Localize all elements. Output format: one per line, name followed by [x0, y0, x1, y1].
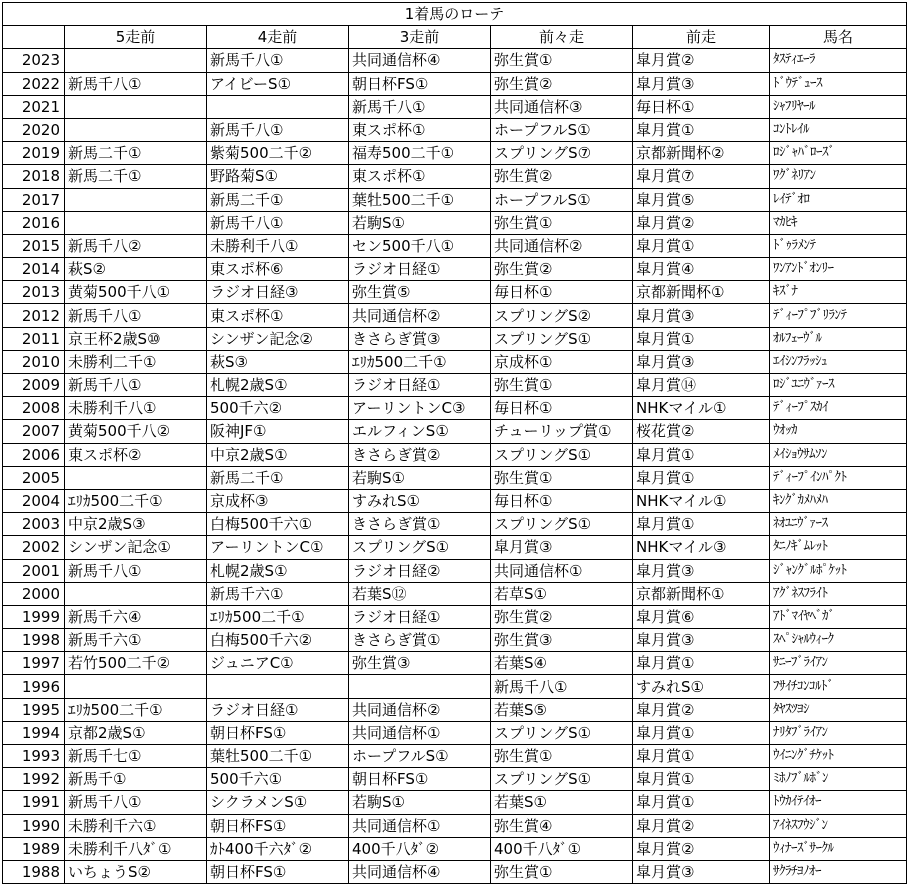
race-1-cell: 皐月賞①	[633, 234, 770, 257]
race-5-cell: 未勝利千八①	[65, 397, 207, 420]
horse-name-cell: ﾜｸﾞﾈﾘｱﾝ	[770, 165, 907, 188]
race-2-cell: 若草S①	[491, 582, 633, 605]
table-row	[3, 72, 907, 95]
race-4-cell: アーリントンC①	[207, 536, 349, 559]
race-4-cell: ｶﾄ400千六ﾀﾞ②	[207, 837, 349, 860]
race-2-cell: スプリングS①	[491, 443, 633, 466]
horse-name-cell: ｼﾞｬﾝｸﾞﾙﾎﾟｹｯﾄ	[770, 559, 907, 582]
race-4-cell: 萩S③	[207, 350, 349, 373]
race-4-cell: 新馬二千①	[207, 188, 349, 211]
year-cell: 2016	[3, 211, 65, 234]
race-5-cell: ｴﾘｶ500二千①	[65, 698, 207, 721]
table-row	[3, 860, 907, 883]
race-5-cell	[65, 582, 207, 605]
year-cell: 2003	[3, 513, 65, 536]
race-4-cell: ラジオ日経①	[207, 698, 349, 721]
race-4-cell	[207, 675, 349, 698]
race-3-cell: 共同通信杯②	[349, 698, 491, 721]
table-row	[3, 234, 907, 257]
race-1-cell: 皐月賞①	[633, 745, 770, 768]
race-3-cell: 若駒S①	[349, 211, 491, 234]
race-5-cell: 新馬千八①	[65, 304, 207, 327]
race-3-cell: 東スポ杯①	[349, 165, 491, 188]
race-4-cell: 京成杯③	[207, 489, 349, 512]
race-5-cell: 黄菊500千八②	[65, 420, 207, 443]
year-cell: 2017	[3, 188, 65, 211]
race-5-cell	[65, 118, 207, 141]
race-3-cell: ラジオ日経①	[349, 605, 491, 628]
horse-name-cell: ｵﾙﾌｪｰｳﾞﾙ	[770, 327, 907, 350]
race-5-cell: 新馬千八①	[65, 374, 207, 397]
race-1-cell: 皐月賞①	[633, 791, 770, 814]
table-row	[3, 350, 907, 373]
year-cell: 2019	[3, 142, 65, 165]
horse-name-cell: ｻｸﾗﾁﾖﾉｵｰ	[770, 860, 907, 883]
race-2-cell: 弥生賞②	[491, 605, 633, 628]
race-5-cell: 新馬千六④	[65, 605, 207, 628]
race-2-cell: 弥生賞①	[491, 745, 633, 768]
race-5-cell: 京王杯2歳S⑩	[65, 327, 207, 350]
race-2-cell: 毎日杯①	[491, 281, 633, 304]
year-cell: 2014	[3, 258, 65, 281]
race-2-cell: 弥生賞②	[491, 165, 633, 188]
year-cell: 2008	[3, 397, 65, 420]
header-5th-previous: 5走前	[65, 26, 207, 49]
year-cell: 1990	[3, 814, 65, 837]
horse-name-cell: ｴｲｼﾝﾌﾗｯｼｭ	[770, 350, 907, 373]
race-4-cell: ジュニアC①	[207, 652, 349, 675]
race-4-cell: シンザン記念②	[207, 327, 349, 350]
race-2-cell: 共同通信杯②	[491, 234, 633, 257]
race-4-cell: 新馬二千①	[207, 466, 349, 489]
race-2-cell: 弥生賞①	[491, 374, 633, 397]
race-4-cell: 中京2歳S①	[207, 443, 349, 466]
race-3-cell: 弥生賞⑤	[349, 281, 491, 304]
horse-name-cell: ﾌｻｲﾁｺﾝｺﾙﾄﾞ	[770, 675, 907, 698]
race-5-cell: 新馬千七①	[65, 745, 207, 768]
year-cell: 1991	[3, 791, 65, 814]
race-1-cell: 皐月賞③	[633, 304, 770, 327]
race-2-cell: 皐月賞③	[491, 536, 633, 559]
race-5-cell: 東スポ杯②	[65, 443, 207, 466]
race-5-cell: シンザン記念①	[65, 536, 207, 559]
horse-name-cell: ｳｲﾆﾝｸﾞﾁｹｯﾄ	[770, 745, 907, 768]
race-1-cell: 皐月賞③	[633, 72, 770, 95]
horse-name-cell: ﾄﾞｩﾗﾒﾝﾃ	[770, 234, 907, 257]
race-2-cell: ホープフルS①	[491, 188, 633, 211]
race-5-cell	[65, 188, 207, 211]
race-4-cell: 朝日杯FS①	[207, 860, 349, 883]
race-2-cell: 弥生賞②	[491, 72, 633, 95]
horse-name-cell: ｼｬﾌﾘﾔｰﾙ	[770, 95, 907, 118]
race-2-cell: 新馬千八①	[491, 675, 633, 698]
year-cell: 2001	[3, 559, 65, 582]
race-3-cell: 朝日杯FS①	[349, 768, 491, 791]
horse-name-cell: ﾐﾎﾉﾌﾞﾙﾎﾞﾝ	[770, 768, 907, 791]
year-cell: 2000	[3, 582, 65, 605]
horse-name-cell: ｱﾄﾞﾏｲﾔﾍﾞｶﾞ	[770, 605, 907, 628]
race-4-cell: アイビーS①	[207, 72, 349, 95]
race-2-cell: 400千八ﾀﾞ①	[491, 837, 633, 860]
race-2-cell: 弥生賞①	[491, 466, 633, 489]
race-3-cell: ｴﾘｶ500二千①	[349, 350, 491, 373]
table-row	[3, 605, 907, 628]
table-row	[3, 721, 907, 744]
horse-name-cell: ﾀｽﾃｨｴｰﾗ	[770, 49, 907, 72]
race-4-cell: 新馬千六①	[207, 582, 349, 605]
table-row	[3, 49, 907, 72]
year-cell: 1989	[3, 837, 65, 860]
race-3-cell: 弥生賞③	[349, 652, 491, 675]
race-3-cell: ラジオ日経①	[349, 258, 491, 281]
header-previous: 前走	[633, 26, 770, 49]
race-2-cell: 弥生賞①	[491, 49, 633, 72]
year-cell: 2011	[3, 327, 65, 350]
race-4-cell: ｴﾘｶ500二千①	[207, 605, 349, 628]
race-2-cell: 若葉S④	[491, 652, 633, 675]
race-1-cell: 皐月賞③	[633, 559, 770, 582]
horse-name-cell: ｷｽﾞﾅ	[770, 281, 907, 304]
race-5-cell: 黄菊500千八①	[65, 281, 207, 304]
table-row	[3, 559, 907, 582]
race-1-cell: 皐月賞③	[633, 629, 770, 652]
race-3-cell: 東スポ杯①	[349, 118, 491, 141]
year-cell: 2004	[3, 489, 65, 512]
horse-name-cell: ﾃﾞｨｰﾌﾟｲﾝﾊﾟｸﾄ	[770, 466, 907, 489]
race-3-cell: 朝日杯FS①	[349, 72, 491, 95]
race-3-cell	[349, 675, 491, 698]
race-1-cell: 皐月賞④	[633, 258, 770, 281]
year-cell: 2005	[3, 466, 65, 489]
race-2-cell: スプリングS①	[491, 768, 633, 791]
horse-name-cell: ｳｨﾅｰｽﾞｻｰｸﾙ	[770, 837, 907, 860]
race-3-cell: ホープフルS①	[349, 745, 491, 768]
race-2-cell: 共同通信杯①	[491, 559, 633, 582]
rotation-table	[2, 2, 907, 884]
table-row	[3, 281, 907, 304]
header-row	[3, 26, 907, 49]
race-1-cell: 皐月賞①	[633, 768, 770, 791]
race-2-cell: 弥生賞①	[491, 211, 633, 234]
horse-name-cell: ｽﾍﾟｼｬﾙｳｨｰｸ	[770, 629, 907, 652]
race-3-cell: 共同通信杯②	[349, 304, 491, 327]
table-row	[3, 466, 907, 489]
race-3-cell: きさらぎ賞①	[349, 629, 491, 652]
race-1-cell: 皐月賞②	[633, 698, 770, 721]
race-2-cell: チューリップ賞①	[491, 420, 633, 443]
table-row	[3, 513, 907, 536]
table-row	[3, 95, 907, 118]
horse-name-cell: ﾒｲｼｮｳｻﾑｿﾝ	[770, 443, 907, 466]
race-3-cell: きさらぎ賞①	[349, 513, 491, 536]
race-1-cell: 皐月賞②	[633, 211, 770, 234]
horse-name-cell: ｻﾆｰﾌﾞﾗｲｱﾝ	[770, 652, 907, 675]
race-4-cell: 東スポ杯①	[207, 304, 349, 327]
horse-name-cell: ﾄﾞｳﾃﾞｭｰｽ	[770, 72, 907, 95]
race-1-cell: 毎日杯①	[633, 95, 770, 118]
race-1-cell: 京都新聞杯①	[633, 281, 770, 304]
race-1-cell: 皐月賞①	[633, 327, 770, 350]
horse-name-cell: ｱｸﾞﾈｽﾌﾗｲﾄ	[770, 582, 907, 605]
race-2-cell: 若葉S⑤	[491, 698, 633, 721]
title-row	[3, 3, 907, 26]
race-1-cell: NHKマイル③	[633, 536, 770, 559]
race-1-cell: 皐月賞①	[633, 513, 770, 536]
race-3-cell: 葉牡500二千①	[349, 188, 491, 211]
race-4-cell: 白梅500千六②	[207, 629, 349, 652]
table-row	[3, 582, 907, 605]
table-row	[3, 745, 907, 768]
horse-name-cell: ｷﾝｸﾞｶﾒﾊﾒﾊ	[770, 489, 907, 512]
race-4-cell: ラジオ日経③	[207, 281, 349, 304]
race-3-cell: 共同通信杯④	[349, 860, 491, 883]
year-cell: 2021	[3, 95, 65, 118]
race-1-cell: 皐月賞⑦	[633, 165, 770, 188]
race-3-cell: 共同通信杯①	[349, 721, 491, 744]
race-1-cell: すみれS①	[633, 675, 770, 698]
table-row	[3, 837, 907, 860]
horse-name-cell: ﾀﾆﾉｷﾞﾑﾚｯﾄ	[770, 536, 907, 559]
race-2-cell: スプリングS①	[491, 721, 633, 744]
race-4-cell: 未勝利千八①	[207, 234, 349, 257]
race-3-cell: 新馬千八①	[349, 95, 491, 118]
race-5-cell: 新馬千①	[65, 768, 207, 791]
race-1-cell: 皐月賞③	[633, 860, 770, 883]
year-cell: 2007	[3, 420, 65, 443]
horse-name-cell: ﾀﾔｽﾂﾖｼ	[770, 698, 907, 721]
table-row	[3, 652, 907, 675]
race-5-cell: ｴﾘｶ500二千①	[65, 489, 207, 512]
race-4-cell: 500千六①	[207, 768, 349, 791]
race-5-cell	[65, 95, 207, 118]
race-2-cell: 弥生賞①	[491, 860, 633, 883]
race-5-cell: 未勝利千八ﾀﾞ①	[65, 837, 207, 860]
race-1-cell: 桜花賞②	[633, 420, 770, 443]
race-3-cell: 若葉S⑫	[349, 582, 491, 605]
table-row	[3, 768, 907, 791]
year-cell: 2015	[3, 234, 65, 257]
race-1-cell: 皐月賞⑤	[633, 188, 770, 211]
race-1-cell: 皐月賞③	[633, 350, 770, 373]
race-4-cell: 新馬千八①	[207, 118, 349, 141]
race-3-cell: きさらぎ賞③	[349, 327, 491, 350]
race-1-cell: NHKマイル①	[633, 489, 770, 512]
race-4-cell: 白梅500千六①	[207, 513, 349, 536]
race-3-cell: エルフィンS①	[349, 420, 491, 443]
race-4-cell: 朝日杯FS①	[207, 814, 349, 837]
race-4-cell	[207, 95, 349, 118]
table-row	[3, 258, 907, 281]
header-year	[3, 26, 65, 49]
race-5-cell: 新馬二千①	[65, 142, 207, 165]
race-4-cell: 新馬千八①	[207, 211, 349, 234]
race-4-cell: 札幌2歳S①	[207, 374, 349, 397]
race-2-cell: 毎日杯①	[491, 489, 633, 512]
race-5-cell: 新馬千八①	[65, 72, 207, 95]
race-3-cell: セン500千八①	[349, 234, 491, 257]
year-cell: 1996	[3, 675, 65, 698]
race-2-cell: 弥生賞③	[491, 629, 633, 652]
table-row	[3, 165, 907, 188]
table-row	[3, 397, 907, 420]
horse-name-cell: ｱｲﾈｽﾌｳｼﾞﾝ	[770, 814, 907, 837]
year-cell: 2006	[3, 443, 65, 466]
year-cell: 2018	[3, 165, 65, 188]
table-row	[3, 698, 907, 721]
race-4-cell: 札幌2歳S①	[207, 559, 349, 582]
race-4-cell: 500千六②	[207, 397, 349, 420]
table-row	[3, 142, 907, 165]
race-4-cell: 野路菊S①	[207, 165, 349, 188]
race-2-cell: スプリングS②	[491, 304, 633, 327]
table-row	[3, 791, 907, 814]
race-2-cell: 若葉S①	[491, 791, 633, 814]
race-3-cell: すみれS①	[349, 489, 491, 512]
race-3-cell: 共同通信杯④	[349, 49, 491, 72]
year-cell: 1988	[3, 860, 65, 883]
race-5-cell: 中京2歳S③	[65, 513, 207, 536]
table-row	[3, 420, 907, 443]
race-5-cell: 新馬千八②	[65, 234, 207, 257]
race-1-cell: 皐月賞①	[633, 721, 770, 744]
race-2-cell: スプリングS⑦	[491, 142, 633, 165]
table-title: 1着馬のローテ	[3, 3, 907, 26]
race-5-cell: いちょうS②	[65, 860, 207, 883]
race-3-cell: 400千八ﾀﾞ②	[349, 837, 491, 860]
race-2-cell: ホープフルS①	[491, 118, 633, 141]
table-row	[3, 118, 907, 141]
race-4-cell: 葉牡500二千①	[207, 745, 349, 768]
table-row	[3, 374, 907, 397]
year-cell: 2009	[3, 374, 65, 397]
race-5-cell	[65, 49, 207, 72]
race-3-cell: 若駒S①	[349, 466, 491, 489]
table-row	[3, 443, 907, 466]
year-cell: 1999	[3, 605, 65, 628]
race-3-cell: 福寿500二千①	[349, 142, 491, 165]
race-5-cell: 未勝利二千①	[65, 350, 207, 373]
race-2-cell: 共同通信杯③	[491, 95, 633, 118]
race-1-cell: 皐月賞②	[633, 814, 770, 837]
race-2-cell: 弥生賞④	[491, 814, 633, 837]
horse-name-cell: ｳｵｯｶ	[770, 420, 907, 443]
race-5-cell: 新馬千八①	[65, 559, 207, 582]
race-5-cell: 萩S②	[65, 258, 207, 281]
horse-name-cell: ﾈｵﾕﾆｳﾞｧｰｽ	[770, 513, 907, 536]
race-4-cell: シクラメンS①	[207, 791, 349, 814]
table-row	[3, 629, 907, 652]
race-3-cell: 若駒S①	[349, 791, 491, 814]
year-cell: 2010	[3, 350, 65, 373]
year-cell: 2013	[3, 281, 65, 304]
race-5-cell	[65, 466, 207, 489]
year-cell: 1994	[3, 721, 65, 744]
race-1-cell: 京都新聞杯②	[633, 142, 770, 165]
race-2-cell: 京成杯①	[491, 350, 633, 373]
race-5-cell: 新馬千八①	[65, 791, 207, 814]
table-row	[3, 489, 907, 512]
table-row	[3, 327, 907, 350]
race-3-cell: ラジオ日経②	[349, 559, 491, 582]
race-5-cell: 新馬千六①	[65, 629, 207, 652]
race-1-cell: 京都新聞杯①	[633, 582, 770, 605]
header-horse-name: 馬名	[770, 26, 907, 49]
header-2nd-previous: 前々走	[491, 26, 633, 49]
year-cell: 2020	[3, 118, 65, 141]
race-4-cell: 阪神JF①	[207, 420, 349, 443]
race-2-cell: 毎日杯①	[491, 397, 633, 420]
year-cell: 1992	[3, 768, 65, 791]
race-4-cell: 東スポ杯⑥	[207, 258, 349, 281]
year-cell: 2002	[3, 536, 65, 559]
race-5-cell	[65, 675, 207, 698]
race-1-cell: 皐月賞①	[633, 118, 770, 141]
race-2-cell: 弥生賞②	[491, 258, 633, 281]
race-5-cell	[65, 211, 207, 234]
table-row	[3, 536, 907, 559]
table-row	[3, 304, 907, 327]
race-1-cell: 皐月賞⑥	[633, 605, 770, 628]
table-row	[3, 211, 907, 234]
table-row	[3, 814, 907, 837]
table-row	[3, 188, 907, 211]
race-1-cell: 皐月賞①	[633, 652, 770, 675]
horse-name-cell: ﾚｲﾃﾞｵﾛ	[770, 188, 907, 211]
year-cell: 1997	[3, 652, 65, 675]
horse-name-cell: ﾃﾞｨｰﾌﾟﾌﾞﾘﾗﾝﾃ	[770, 304, 907, 327]
year-cell: 1998	[3, 629, 65, 652]
table-row	[3, 675, 907, 698]
race-4-cell: 朝日杯FS①	[207, 721, 349, 744]
race-3-cell: 共同通信杯①	[349, 814, 491, 837]
race-1-cell: 皐月賞⑭	[633, 374, 770, 397]
year-cell: 2022	[3, 72, 65, 95]
year-cell: 2023	[3, 49, 65, 72]
year-cell: 1993	[3, 745, 65, 768]
race-1-cell: 皐月賞②	[633, 49, 770, 72]
race-3-cell: スプリングS①	[349, 536, 491, 559]
header-4th-previous: 4走前	[207, 26, 349, 49]
race-3-cell: ラジオ日経①	[349, 374, 491, 397]
year-cell: 2012	[3, 304, 65, 327]
race-5-cell: 若竹500二千②	[65, 652, 207, 675]
race-1-cell: 皐月賞②	[633, 837, 770, 860]
race-5-cell: 未勝利千六①	[65, 814, 207, 837]
race-1-cell: 皐月賞①	[633, 466, 770, 489]
race-3-cell: アーリントンC③	[349, 397, 491, 420]
horse-name-cell: ｺﾝﾄﾚｲﾙ	[770, 118, 907, 141]
horse-name-cell: ﾄｳｶｲﾃｲｵｰ	[770, 791, 907, 814]
header-3rd-previous: 3走前	[349, 26, 491, 49]
race-4-cell: 新馬千八①	[207, 49, 349, 72]
race-5-cell: 京都2歳S①	[65, 721, 207, 744]
horse-name-cell: ﾛｼﾞﾕﾆｳﾞｧｰｽ	[770, 374, 907, 397]
horse-name-cell: ﾃﾞｨｰﾌﾟｽｶｲ	[770, 397, 907, 420]
year-cell: 1995	[3, 698, 65, 721]
horse-name-cell: ﾏｶﾋｷ	[770, 211, 907, 234]
race-5-cell: 新馬二千①	[65, 165, 207, 188]
race-3-cell: きさらぎ賞②	[349, 443, 491, 466]
race-2-cell: スプリングS①	[491, 513, 633, 536]
race-1-cell: 皐月賞①	[633, 443, 770, 466]
race-2-cell: スプリングS①	[491, 327, 633, 350]
horse-name-cell: ﾅﾘﾀﾌﾞﾗｲｱﾝ	[770, 721, 907, 744]
horse-name-cell: ﾜﾝｱﾝﾄﾞｵﾝﾘｰ	[770, 258, 907, 281]
race-4-cell: 紫菊500二千②	[207, 142, 349, 165]
race-1-cell: NHKマイル①	[633, 397, 770, 420]
horse-name-cell: ﾛｼﾞｬﾊﾞﾛｰｽﾞ	[770, 142, 907, 165]
